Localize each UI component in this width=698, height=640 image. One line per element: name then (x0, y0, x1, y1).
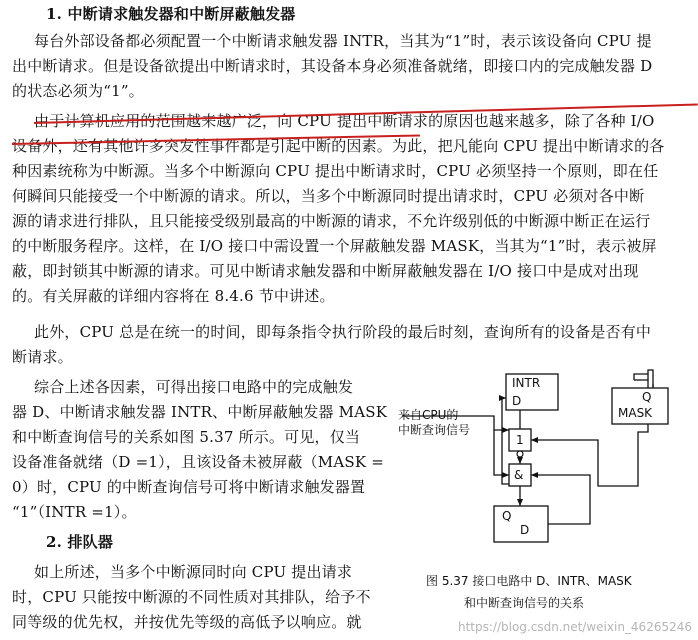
paragraph-line: 时，CPU 只能按中断源的不同性质对其排队，给予不 (12, 588, 371, 606)
paragraph-line: 器 D、中断请求触发器 INTR、中断屏蔽触发器 MASK (12, 403, 388, 421)
paragraph-line: 和中断查询信号的关系如图 5.37 所示。可见，仅当 (12, 428, 361, 446)
not-gate-label: 1 (516, 433, 524, 447)
paragraph-line: 如上所述，当多个中断源同时向 CPU 提出请求 (34, 563, 353, 581)
section-title: 1. 中断请求触发器和中断屏蔽触发器 (46, 5, 296, 23)
arrow-head (531, 472, 538, 478)
arrow-head (502, 427, 509, 433)
paragraph-line: 断请求。 (12, 348, 73, 366)
paragraph-line: 设备准备就绪（D =1），且该设备未被屏蔽（MASK = (12, 453, 385, 471)
circuit-wires (398, 366, 698, 596)
paragraph-line: 的状态必须为“1”。 (12, 82, 144, 100)
paragraph-line: 何瞬间只能接受一个中断源的请求。所以，当多个中断源同时提出请求时，CPU 必须对各中断 (12, 187, 645, 205)
mask-label: MASK (618, 406, 653, 420)
inversion-bubble (517, 451, 523, 457)
figure-caption: 和中断查询信号的关系 (464, 596, 585, 610)
paragraph-line: 源的请求进行排队，且只能接受级别最高的中断源的请求，不允许级别低的中断源中断正在运行 (12, 212, 651, 230)
paragraph-line: 蔽，即封锁其中断源的请求。可见中断请求触发器和中断屏蔽触发器在 I/O 接口中是成对出现 (12, 262, 639, 280)
query-signal-label: 中断查询信号 (398, 423, 471, 437)
intr-d-label: D (512, 394, 522, 408)
query-signal-label: 来自CPU的 (398, 408, 459, 422)
d-flipflop-d-label: D (520, 523, 530, 537)
watermark-url: https://blog.csdn.net/weixin_46265246 (457, 620, 692, 634)
paragraph-line: 设备外，还有其他许多突发性事件都是引起中断的因素。为此，把凡能向 CPU 提出中断请求的各 (12, 137, 665, 155)
paragraph-line: “1”（INTR =1）。 (12, 503, 137, 521)
and-gate-label: & (514, 468, 524, 482)
paragraph-line: 由于计算机应用的范围越来越广泛，向 CPU 提出中断请求的原因也越来越多，除了各种 I/O (34, 112, 655, 130)
arrow-head (517, 457, 523, 464)
mask-q-label: Q (642, 390, 652, 404)
figure-caption: 图 5.37 接口电路中 D、INTR、MASK (426, 574, 632, 588)
paragraph-line: 此外，CPU 总是在统一的时间，即每条指令执行阶段的最后时刻，查询所有的设备是否有中 (34, 323, 652, 341)
arrow-head (531, 437, 538, 443)
paragraph-line: 每台外部设备都必须配置一个中断请求触发器 INTR，当其为“1”时，表示该设备向 CPU 提 (34, 32, 652, 50)
paragraph-line: 0）时，CPU 的中断查询信号可将中断请求触发器置 (12, 478, 366, 496)
paragraph-line: 综合上述各因素，可得出接口电路中的完成触发 (34, 378, 354, 396)
section-title: 2. 排队器 (46, 533, 114, 551)
paragraph-line: 出中断请求。但是设备欲提出中断请求时，其设备本身必须准备就绪，即接口内的完成触发器 D (12, 57, 653, 75)
paragraph-line: 种因素统称为中断源。当多个中断源向 CPU 提出中断请求时，CPU 必须坚持一个原则，即在任 (12, 162, 659, 180)
arrow-head (517, 499, 523, 506)
paragraph-line: 同等级的优先权，并按优先等级的高低予以响应。就 (12, 613, 362, 631)
paragraph-line: 的中断服务程序。这样，在 I/O 接口中需设置一个屏蔽触发器 MASK，当其为“1”时，表示被屏 (12, 237, 657, 255)
intr-label: INTR (512, 376, 541, 390)
arrow-head (502, 472, 509, 478)
d-flipflop-q-label: Q (502, 509, 512, 523)
paragraph-line: 的。有关屏蔽的详细内容将在 8.4.6 节中讲述。 (12, 287, 335, 305)
circuit-diagram (398, 366, 698, 596)
